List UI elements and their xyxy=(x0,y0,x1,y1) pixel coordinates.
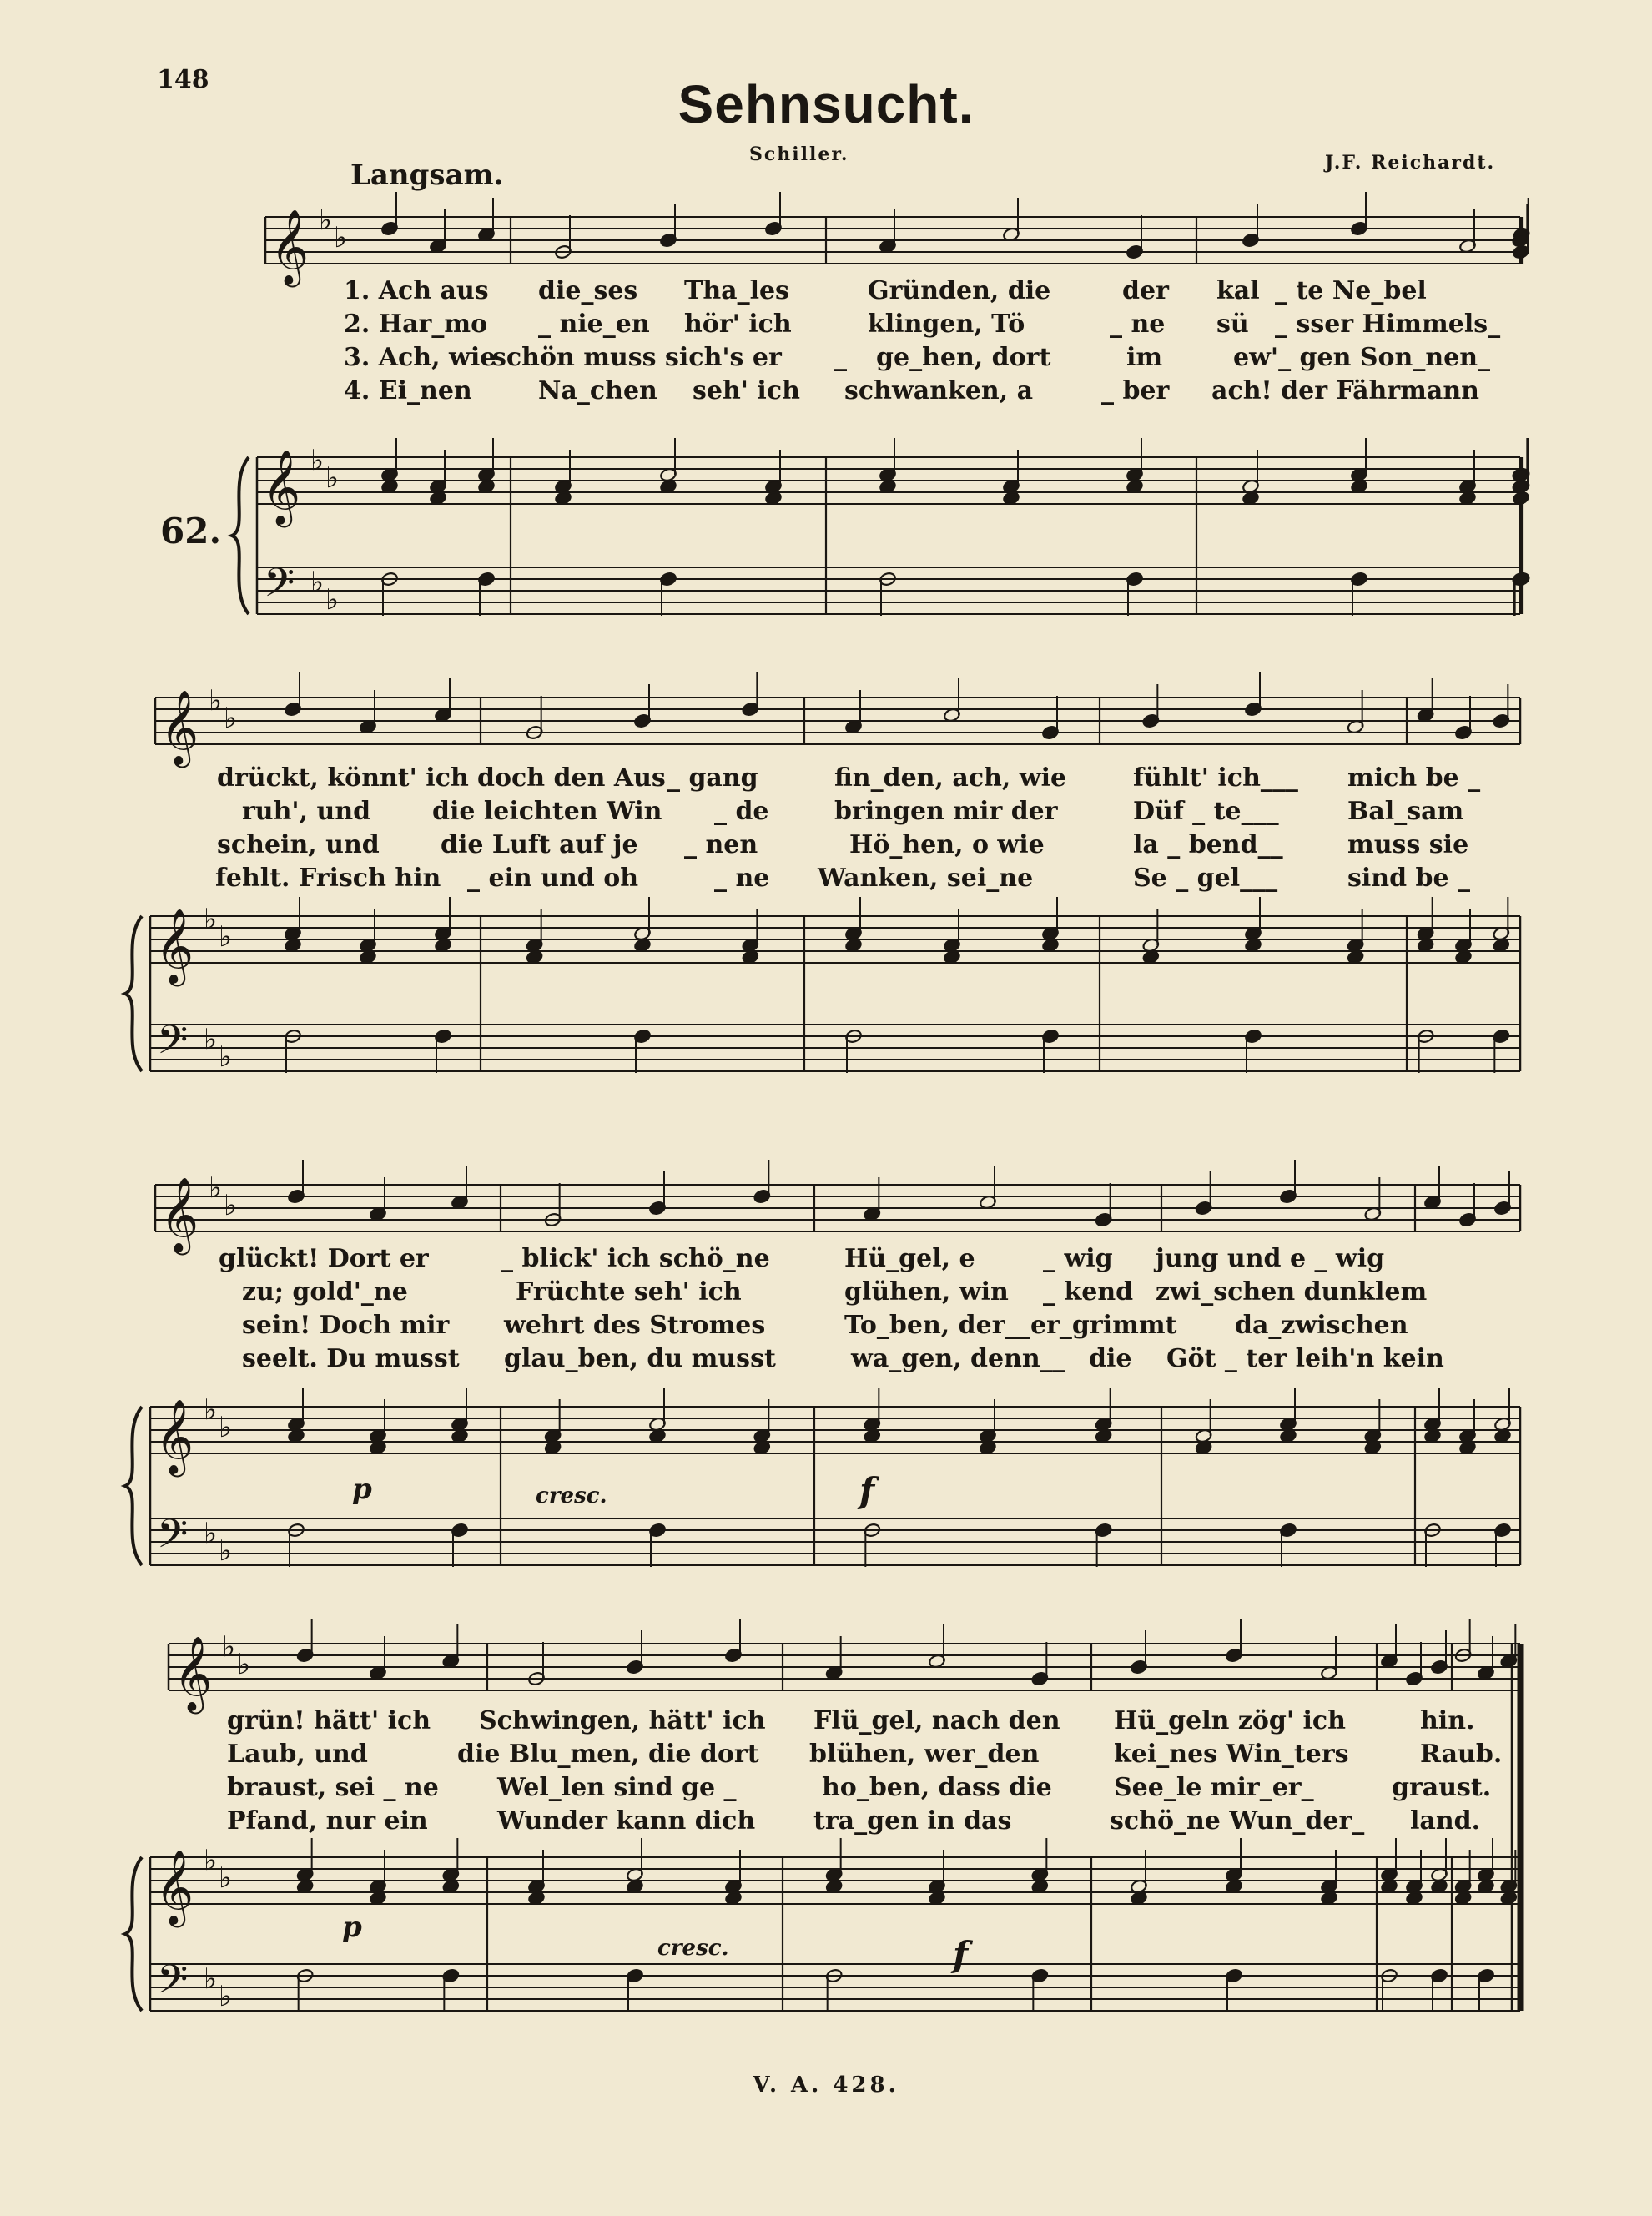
flat-icon: ♭ xyxy=(237,1648,251,1681)
bass-clef-icon: 𝄢 xyxy=(157,1510,189,1567)
dynamic-crescendo: cresc. xyxy=(657,1936,729,1961)
lyric: ach! der Fährmann xyxy=(1211,376,1479,405)
flat-icon: ♭ xyxy=(334,221,348,254)
lyric: 4. Ei_nen xyxy=(344,376,472,405)
lyric: kal xyxy=(1216,276,1260,305)
lyric: _ blick' ich schö_ne xyxy=(501,1244,770,1273)
lyric: _ te Ne_bel xyxy=(1275,276,1427,305)
flat-icon: ♭ xyxy=(209,684,223,718)
treble-clef-icon: 𝄞 xyxy=(174,1636,213,1711)
lyric: schein, und xyxy=(217,830,380,859)
lyric: schwanken, a xyxy=(844,376,1034,405)
lyric: zwi_schen dunklem xyxy=(1156,1277,1428,1307)
piano-brace xyxy=(125,1407,142,1565)
system-1-verse-4 xyxy=(0,375,1652,407)
dynamic-crescendo: cresc. xyxy=(536,1483,607,1508)
lyric: _ gang xyxy=(667,763,758,793)
lyric: sü xyxy=(1216,310,1249,339)
lyric: 1. Ach aus xyxy=(344,276,489,305)
flat-icon: ♭ xyxy=(209,1171,223,1205)
flat-icon: ♭ xyxy=(219,1411,233,1444)
lyric: Flü_gel, nach den xyxy=(813,1706,1060,1735)
lyric: _ ne xyxy=(714,864,770,893)
dynamic-forte: f xyxy=(953,1934,969,1975)
lyric: drückt, könnt' ich xyxy=(217,763,469,793)
lyric: glau_ben, du musst xyxy=(504,1344,776,1373)
lyric: 3. Ach, wie xyxy=(344,343,496,372)
lyric: Hü_gel, e xyxy=(844,1244,975,1273)
lyric: Schwingen, hätt' ich xyxy=(479,1706,766,1735)
lyric: wehrt des Stromes xyxy=(504,1311,766,1340)
system-3-verse-4 xyxy=(0,1343,1652,1375)
lyric: _ xyxy=(834,343,847,372)
system-2-verse-4 xyxy=(0,863,1652,894)
system-2-verse-2 xyxy=(0,796,1652,828)
system-1-verse-1 xyxy=(0,275,1652,307)
flat-icon: ♭ xyxy=(204,1962,218,1996)
flat-icon: ♭ xyxy=(219,1534,233,1568)
treble-clef-icon: 𝄞 xyxy=(155,909,194,984)
flat-icon: ♭ xyxy=(219,1040,233,1074)
treble-clef-icon: 𝄞 xyxy=(155,1399,194,1474)
lyric: To_ben, der__ xyxy=(844,1311,1030,1340)
lyric: glückt! Dort er xyxy=(219,1244,429,1273)
lyric: der xyxy=(1122,276,1169,305)
lyric: da_zwischen xyxy=(1235,1311,1408,1340)
piano-brace xyxy=(232,457,249,614)
flat-icon: ♭ xyxy=(224,1189,238,1222)
system-4-verse-3 xyxy=(0,1772,1652,1804)
lyric: Düf _ te___ xyxy=(1133,797,1279,826)
lyric: wa_gen, denn__ xyxy=(851,1344,1065,1373)
lyric: ruh', und xyxy=(242,797,371,826)
lyric: die Blu_men, die dort xyxy=(457,1740,759,1769)
flat-icon: ♭ xyxy=(204,1844,218,1877)
lyric: die leichten Win xyxy=(432,797,662,826)
flat-icon: ♭ xyxy=(219,1861,233,1895)
lyric: Wel_len sind ge _ xyxy=(497,1773,737,1802)
treble-clef-icon: 𝄞 xyxy=(270,209,310,285)
lyric: _ wig xyxy=(1043,1244,1113,1273)
flat-icon: ♭ xyxy=(325,461,340,495)
lyric: _ sser Himmels_ xyxy=(1275,310,1501,339)
treble-clef-icon: 𝄞 xyxy=(160,690,199,765)
lyric: die_ses xyxy=(538,276,638,305)
system-4-verse-1 xyxy=(0,1705,1652,1737)
lyric: schön muss sich's er xyxy=(492,343,782,372)
lyric: See_le mir_er_ xyxy=(1114,1773,1314,1802)
lyric: _ de xyxy=(714,797,769,826)
flat-icon: ♭ xyxy=(224,702,238,735)
lyric: land. xyxy=(1410,1806,1481,1836)
system-1-verse-3 xyxy=(0,342,1652,374)
system-3-verse-3 xyxy=(0,1310,1652,1342)
lyric: sind be _ xyxy=(1347,864,1471,893)
flat-icon: ♭ xyxy=(204,1393,218,1427)
lyric: _ ein und oh xyxy=(467,864,639,893)
lyric: die xyxy=(1089,1344,1132,1373)
flat-icon: ♭ xyxy=(219,1980,233,2013)
lyric: kei_nes Win_ters xyxy=(1114,1740,1349,1769)
lyric: _ kend xyxy=(1043,1277,1134,1307)
lyric: er_grimmt xyxy=(1030,1311,1177,1340)
lyric: fehlt. Frisch hin xyxy=(215,864,441,893)
dynamic-piano: p xyxy=(352,1473,372,1506)
lyric: seh' ich xyxy=(693,376,800,405)
lyric: schö_ne Wun_der_ xyxy=(1110,1806,1365,1836)
lyric: _ ne xyxy=(1110,310,1166,339)
flat-icon: ♭ xyxy=(222,1630,236,1664)
flat-icon: ♭ xyxy=(319,204,333,237)
lyric: Na_chen xyxy=(538,376,657,405)
bass-clef-icon: 𝄢 xyxy=(264,559,295,616)
system-2-verse-3 xyxy=(0,829,1652,861)
piano-brace xyxy=(125,1857,142,2011)
page-number: 148 xyxy=(157,65,209,94)
lyric: _ nie_en xyxy=(538,310,650,339)
lyric: la _ bend__ xyxy=(1133,830,1283,859)
lyric: doch den Aus xyxy=(477,763,666,793)
lyric: blühen, wer_den xyxy=(809,1740,1040,1769)
poet-credit: Schiller. xyxy=(749,144,849,165)
lyric: Gründen, die xyxy=(868,276,1051,305)
treble-clef-icon: 𝄞 xyxy=(262,450,301,525)
lyric: zu; gold'_ne xyxy=(242,1277,408,1307)
flat-icon: ♭ xyxy=(219,920,233,954)
lyric: Raub. xyxy=(1420,1740,1503,1769)
lyric: glühen, win xyxy=(844,1277,1009,1307)
treble-clef-icon: 𝄞 xyxy=(160,1177,199,1252)
system-1-verse-2 xyxy=(0,309,1652,340)
bass-clef-icon: 𝄢 xyxy=(157,1016,189,1073)
lyric: muss sie xyxy=(1347,830,1469,859)
lyric: 2. Har_mo xyxy=(344,310,488,339)
lyric: _ nen xyxy=(684,830,758,859)
lyric: Se _ gel___ xyxy=(1133,864,1278,893)
lyric: _ ber xyxy=(1101,376,1170,405)
lyric: fin_den, ach, wie xyxy=(834,763,1067,793)
flat-icon: ♭ xyxy=(204,1023,218,1056)
system-4-verse-4 xyxy=(0,1806,1652,1837)
flat-icon: ♭ xyxy=(310,566,325,599)
flat-icon: ♭ xyxy=(204,1517,218,1550)
lyric: braust, sei _ ne xyxy=(227,1773,439,1802)
flat-icon: ♭ xyxy=(204,903,218,936)
system-3-verse-2 xyxy=(0,1277,1652,1308)
lyric: Tha_les xyxy=(684,276,789,305)
lyric: im xyxy=(1126,343,1163,372)
piano-brace xyxy=(125,916,142,1071)
song-number: 62. xyxy=(160,511,222,551)
lyric: hör' ich xyxy=(684,310,792,339)
lyric: Wunder kann dich xyxy=(497,1806,756,1836)
system-2-verse-1 xyxy=(0,763,1652,794)
lyric: Laub, und xyxy=(227,1740,368,1769)
lyric: ge_hen, dort xyxy=(876,343,1051,372)
flat-icon: ♭ xyxy=(325,583,340,617)
lyric: bringen mir der xyxy=(834,797,1058,826)
lyric: ew'_ gen Son_nen_ xyxy=(1233,343,1491,372)
lyric: Pfand, nur ein xyxy=(227,1806,428,1836)
system-4-verse-2 xyxy=(0,1739,1652,1770)
lyric: seelt. Du musst xyxy=(242,1344,460,1373)
lyric: Hü_geln zög' ich xyxy=(1114,1706,1346,1735)
lyric: jung und e _ wig xyxy=(1156,1244,1385,1273)
lyric: mich be _ xyxy=(1347,763,1481,793)
treble-clef-icon: 𝄞 xyxy=(155,1850,194,1925)
dynamic-forte: f xyxy=(859,1470,875,1511)
lyric: die Luft auf je xyxy=(441,830,638,859)
lyric: klingen, Tö xyxy=(868,310,1025,339)
bass-clef-icon: 𝄢 xyxy=(157,1956,189,2012)
publisher-footer: V. A. 428. xyxy=(753,2072,899,2098)
flat-icon: ♭ xyxy=(310,444,325,477)
lyric: hin. xyxy=(1420,1706,1475,1735)
lyric: sein! Doch mir xyxy=(242,1311,450,1340)
song-title: Sehnsucht. xyxy=(677,74,975,134)
lyric: Hö_hen, o wie xyxy=(849,830,1045,859)
lyric: grün! hätt' ich xyxy=(227,1706,431,1735)
lyric: Früchte seh' ich xyxy=(516,1277,742,1307)
lyric: Bal_sam xyxy=(1347,797,1464,826)
dynamic-piano: p xyxy=(342,1911,362,1944)
lyric: tra_gen in das xyxy=(813,1806,1012,1836)
lyric: Wanken, sei_ne xyxy=(818,864,1034,893)
composer-credit: J.F. Reichardt. xyxy=(1325,152,1496,174)
system-3-verse-1 xyxy=(0,1243,1652,1275)
lyric: Göt _ ter leih'n kein xyxy=(1166,1344,1444,1373)
lyric: graust. xyxy=(1392,1773,1492,1802)
lyric: fühlt' ich___ xyxy=(1133,763,1298,793)
tempo-marking: Langsam. xyxy=(350,159,504,192)
lyric: ho_ben, dass die xyxy=(822,1773,1052,1802)
